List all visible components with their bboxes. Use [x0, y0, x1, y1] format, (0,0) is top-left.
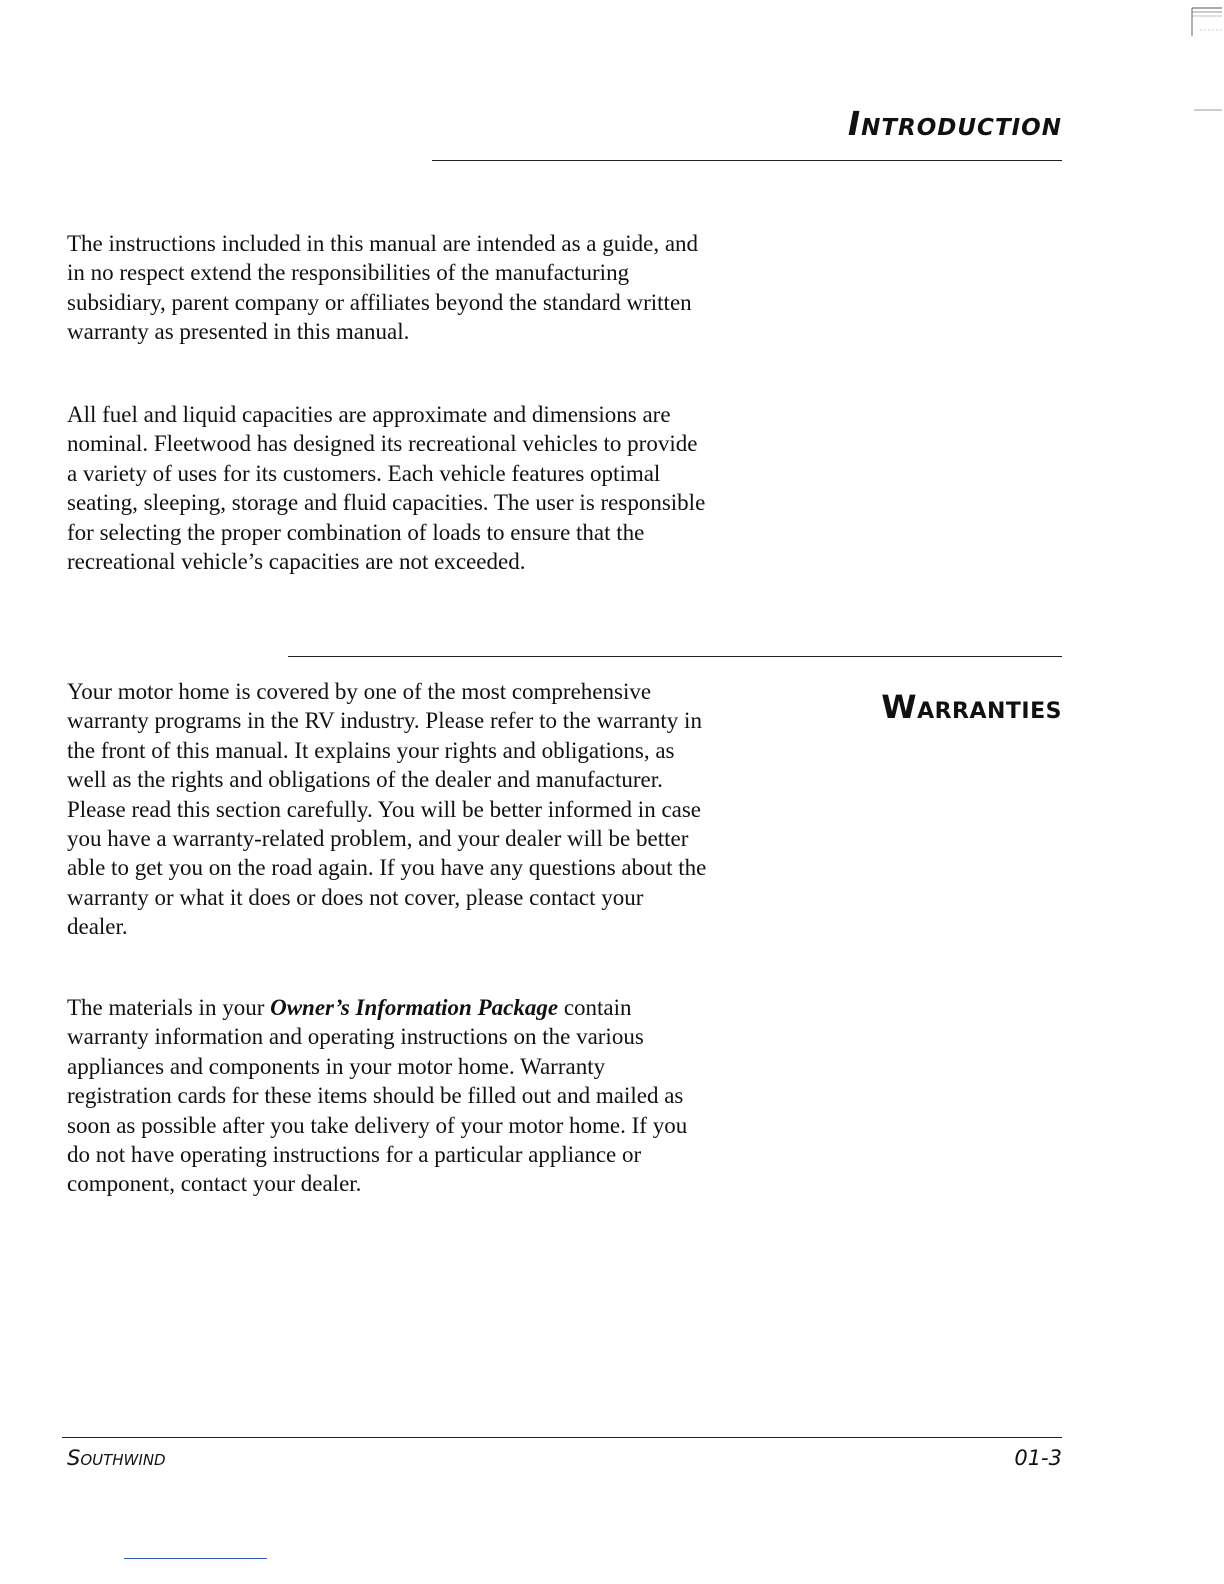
page-title: Introduction	[847, 104, 1062, 143]
header-rule	[432, 160, 1062, 161]
warranties-paragraph-2-text	[67, 993, 707, 1199]
intro-paragraph-1-text: The instructions included in this manual are intended as a guide, and in no respect extend the responsibilities of the manufacturing subsidiary, parent company or affiliates beyond the standard written warranty as presented in this manual.	[67, 231, 699, 345]
warranties-paragraph-1-text: Your motor home is covered by one of the most comprehensive warranty programs in the RV industry. Please refer to the warranty in the front of this manual. It explains your rights and obligations, as well as the rights and obligations of the dealer and manufacturer. Please read this section carefully. You will be better informed in case you have a warranty-related problem, and your dealer will be better able to get you on the road again. If you have any questions about the warranty or what it does or does not cover, please contact your dealer.	[67, 679, 707, 940]
paragraph-2-tail: contain warranty information and operating instructions on the various appliances and components in your motor home. Warranty registration cards for these items should be filled out and mailed as soon as possible after you take delivery of your motor home. If you do not have operating instructions for a particular appliance or component, contact your dealer.	[67, 995, 688, 1197]
footer-model-name: Southwind	[67, 1446, 166, 1470]
intro-paragraph-2	[67, 400, 707, 576]
scan-margin-marks	[1188, 6, 1224, 116]
warranties-paragraph-2	[67, 993, 707, 1199]
intro-paragraph-2-text: All fuel and liquid capacities are approximate and dimensions are nominal. Fleetwood has designed its recreational vehicles to provide a variety of uses for its customers. Each vehicle features optimal seating, sleeping, storage and fluid capacities. The user is responsible for selecting the proper combination of loads to ensure that the recreational vehicle’s capacities are not exceeded.	[67, 402, 706, 575]
owners-information-package-emphasis: Owner’s Information Package	[270, 995, 559, 1020]
intro-paragraph-1	[67, 229, 707, 347]
paragraph-2-lead: The materials in your	[67, 995, 271, 1020]
footer-page-number: 01-3	[1014, 1446, 1062, 1470]
footer-rule	[62, 1437, 1062, 1438]
scan-edge-mark	[124, 1558, 267, 1559]
section-heading-warranties: Warranties	[881, 688, 1062, 726]
section-rule	[288, 656, 1062, 657]
warranties-paragraph-1	[67, 677, 707, 942]
